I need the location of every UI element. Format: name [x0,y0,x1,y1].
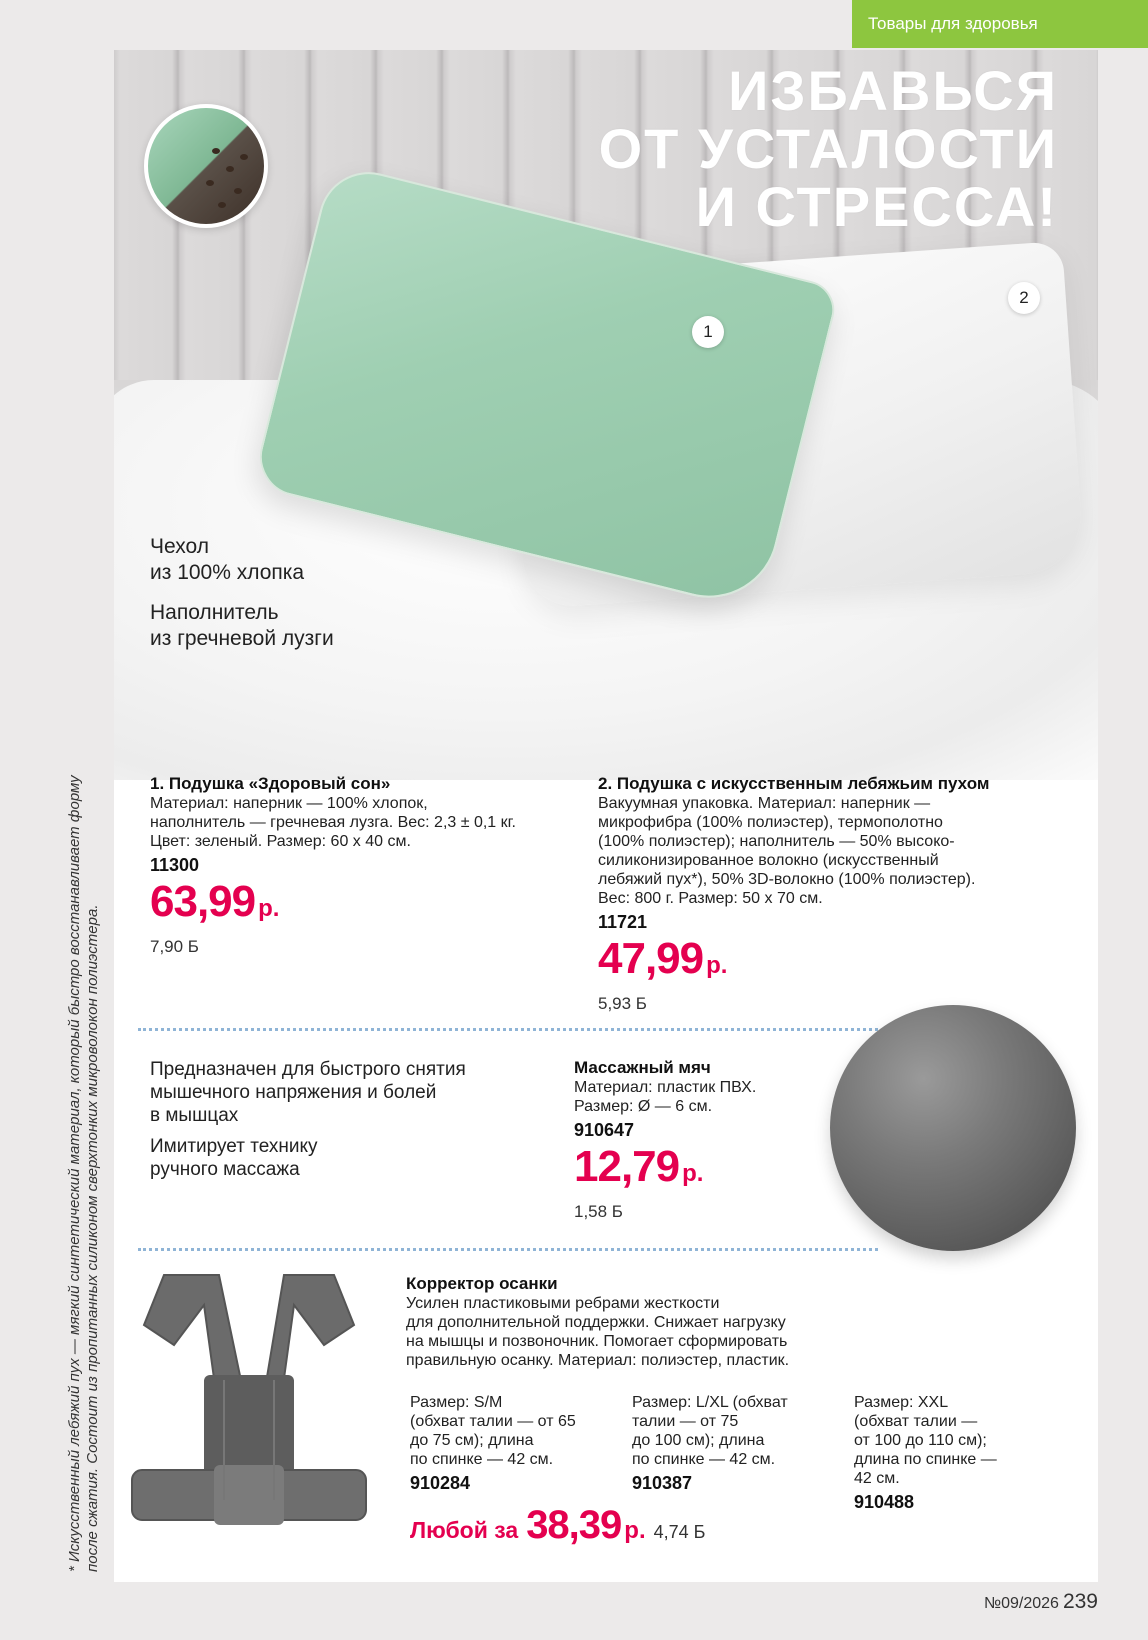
size-line: Размер: XXL [854,1394,949,1411]
size-line: 42 см. [854,1470,900,1487]
product-desc-line: для дополнительной поддержки. Снижает нагрузку [406,1314,786,1331]
feature-cover-line-1: Чехол [150,535,209,558]
size-line: длина по спинке — [854,1451,997,1468]
product-desc-line: правильную осанку. Материал: полиэстер, пластик. [406,1352,790,1369]
buckwheat-husk-inset-image [144,104,268,228]
product-code: 11721 [598,912,648,932]
product-title: 1. Подушка «Здоровый сон» [150,774,391,793]
product-massage-ball [574,1058,814,1223]
product-desc-line: микрофибра (100% полиэстер), термополотно [598,814,943,831]
corrector-price-row [410,1500,705,1556]
size-line: талии — от 75 [632,1413,739,1430]
footnote [66,652,102,1572]
footnote-line-2: после сжатия. Состоит из пропитанных силиконом сверхтонких микроволокон полиэстера. [84,904,101,1572]
product-pillow-1 [150,774,570,958]
price-value: 12,79 [574,1142,680,1191]
product-price [526,1500,645,1556]
size-line: Размер: L/XL (обхват [632,1394,788,1411]
page-number [984,1590,1098,1614]
size-line: по спинке — 42 см. [632,1451,776,1468]
product-title: Корректор осанки [406,1274,558,1293]
size-line: до 75 см); длина [410,1432,534,1449]
headline-line-3: И СТРЕССА! [695,175,1058,238]
ball-feature-line: в мышцах [150,1105,239,1126]
product-desc-line: Размер: Ø — 6 см. [574,1098,713,1115]
product-desc-line: на мышцы и позвоночник. Помогает сформировать [406,1333,788,1350]
ball-feature-line: ручного массажа [150,1159,300,1180]
product-price [598,934,1068,991]
product-points: 1,58 Б [574,1202,623,1221]
product-desc-line: лебяжий пух*), 50% 3D-волокно (100% полиэстер). [598,871,976,888]
product-code: 910488 [854,1492,915,1512]
product-points: 7,90 Б [150,937,199,956]
product-price [150,877,570,934]
size-option-xxl [854,1393,1054,1514]
product-code: 910284 [410,1473,471,1493]
ball-feature-line: Имитирует технику [150,1136,318,1157]
posture-corrector-image [124,1265,374,1575]
size-line: до 100 см); длина [632,1432,765,1449]
feature-cover-line-2: из 100% хлопка [150,561,305,584]
product-price [574,1142,814,1199]
product-posture-corrector [406,1274,886,1370]
product-desc-line: Вес: 800 г. Размер: 50 х 70 см. [598,890,823,907]
product-desc-line: Материал: наперник — 100% хлопок, [150,795,428,812]
feature-filler-line-1: Наполнитель [150,601,279,624]
headline-line-2: ОТ УСТАЛОСТИ [598,117,1058,180]
massage-ball-image [830,1005,1076,1251]
size-option-lxl [632,1393,832,1495]
footnote-line-1: * Искусственный лебяжий пух — мягкий синтетический материал, который быстро восстанавливает форму [66,775,83,1572]
price-currency: р. [624,1517,646,1544]
product-title: 2. Подушка с искусственным лебяжьим пухом [598,774,990,793]
ball-feature-line: мышечного напряжения и болей [150,1082,437,1103]
product-pillow-2 [598,774,1068,1015]
product-desc-line: силиконизированное волокно (искусственный [598,852,939,869]
product-code: 910647 [574,1120,635,1140]
feature-filler [150,600,334,652]
price-value: 63,99 [150,877,256,926]
product-desc-line: (100% полиэстер); наполнитель — 50% высоко- [598,833,955,850]
price-currency: р. [258,895,280,922]
divider-dotted-2 [138,1248,878,1251]
product-code: 910387 [632,1473,693,1493]
size-line: (обхват талии — от 65 [410,1413,576,1430]
ball-feature-line: Предназначен для быстрого снятия [150,1059,466,1080]
size-line: по спинке — 42 см. [410,1451,554,1468]
size-line: Размер: S/M [410,1394,503,1411]
price-currency: р. [706,952,728,979]
feature-cover [150,534,304,586]
product-desc-line: наполнитель — гречневая лузга. Вес: 2,3 ± 0,1 кг. [150,814,516,831]
hero-photo [114,50,1098,780]
issue-number: №09/2026 [983,1595,1059,1612]
product-desc-line: Вакуумная упаковка. Материал: наперник — [598,795,931,812]
size-option-sm [410,1393,610,1495]
headline [598,59,1058,238]
headline-line-1: ИЗБАВЬСЯ [728,59,1058,122]
product-points: 4,74 Б [653,1522,706,1542]
product-code: 11300 [150,855,200,875]
ball-features [150,1058,530,1181]
page-num: 239 [1062,1590,1098,1613]
section-tab: Товары для здоровья [852,0,1148,48]
catalog-page-panel [114,50,1098,1582]
pillow-2-badge: 2 [1008,282,1040,314]
price-value: 38,39 [526,1503,622,1547]
product-desc-line: Цвет: зеленый. Размер: 60 х 40 см. [150,833,411,850]
size-line: (обхват талии — [854,1413,978,1430]
divider-dotted-1 [138,1028,878,1031]
price-currency: р. [682,1160,704,1187]
product-desc-line: Усилен пластиковыми ребрами жесткости [406,1295,720,1312]
price-value: 47,99 [598,934,704,983]
product-desc-line: Материал: пластик ПВХ. [574,1079,757,1096]
product-points: 5,93 Б [598,994,647,1013]
pillow-1-badge: 1 [692,316,724,348]
size-line: от 100 до 110 см); [854,1432,987,1449]
any-price-label: Любой за [410,1517,519,1543]
product-title: Массажный мяч [574,1058,711,1077]
feature-filler-line-2: из гречневой лузги [150,627,334,650]
